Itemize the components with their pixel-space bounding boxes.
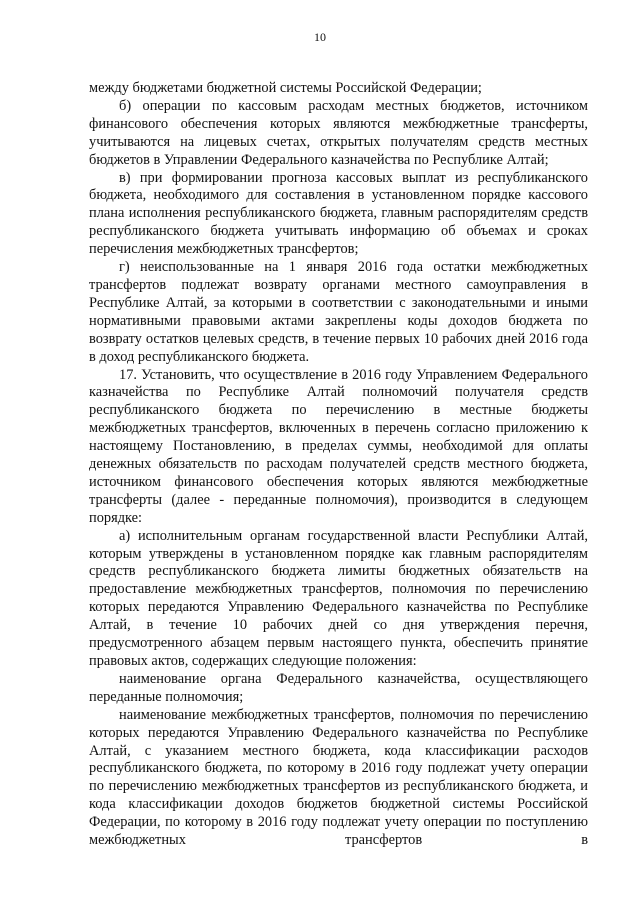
- paragraph-provision-authority-name: наименование органа Федерального казначейства, осуществляющего переданные полномочия;: [89, 670, 588, 705]
- paragraph-provision-transfers-name: наименование межбюджетных трансфертов, полномочия по перечислению которых передаются Управлению Федерального казначейства по Республике Алтай, с указанием местного бюджета, кода классификации расходов республиканского бюджета, по которому в 2016 году подлежат учету операции по перечислению межбюджетных трансфертов из республиканского бюджета, и кода классификации доходов бюджетов бюджетной системы Российской Федерации, по которому в 2016 году подлежат учету операции по поступлению межбюджетных трансфертов в: [89, 706, 588, 849]
- page-number: 10: [314, 30, 326, 44]
- paragraph-item-a: а) исполнительным органам государственной власти Республики Алтай, которым утверждены в установленном порядке как главным распорядителям средств республиканского бюджета лимиты бюджетных обязательств на предоставление межбюджетных трансфертов, полномочия по перечислению которых передаются Управлению Федерального казначейства по Республике Алтай, в течение 10 рабочих дней со дня утверждения перечня, предусмотренного абзацем первым настоящего пункта, обеспечить принятие правовых актов, содержащих следующие положения:: [89, 527, 588, 669]
- paragraph-continuation: между бюджетами бюджетной системы Российской Федерации;: [89, 80, 482, 96]
- paragraph-clause-17: 17. Установить, что осуществление в 2016 году Управлением Федерального казначейства по Республике Алтай полномочий получателя средств республиканского бюджета по перечислению в местные бюджеты межбюджетных трансфертов, включенных в перечень согласно приложению к настоящему Постановлению, в пределах суммы, необходимой для оплаты денежных обязательств по расходам получателей средств местного бюджета, источником финансового обеспечения которых являются межбюджетные трансферты (далее - переданные полномочия), производится в следующем порядке:: [89, 366, 588, 526]
- paragraph-item-v: в) при формировании прогноза кассовых выплат из республиканского бюджета, необходимого для составления в установленном порядке кассового плана исполнения республиканского бюджета, главным распорядителям средств республиканского бюджета учитывать информацию об объемах и сроках перечисления межбюджетных трансфертов;: [89, 169, 588, 258]
- paragraph-item-b: б) операции по кассовым расходам местных бюджетов, источником финансового обеспечения которых являются межбюджетные трансферты, учитываются на лицевых счетах, открытых получателям средств местных бюджетов в Управлении Федерального казначейства по Республике Алтай;: [89, 97, 588, 168]
- paragraph-item-g: г) неиспользованные на 1 января 2016 года остатки межбюджетных трансфертов подлежат возврату органами местного самоуправления в Республике Алтай, за которыми в соответствии с законодательными и иными нормативными правовыми актами закреплены коды доходов бюджета по возврату остатков целевых средств, в течение первых 10 рабочих дней 2016 года в доход республиканского бюджета.: [89, 259, 588, 365]
- document-body: [89, 80, 588, 850]
